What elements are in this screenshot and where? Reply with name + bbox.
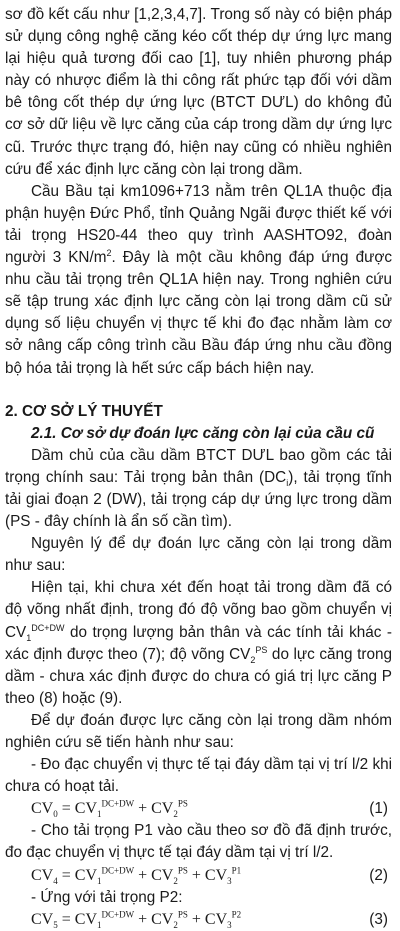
- equation-number: (1): [369, 800, 388, 818]
- equation-1: $CV_0 = CV_1^{DC+DW} + CV_2^{PS}$ (1): [31, 798, 388, 820]
- section-title: 2. CƠ SỞ LÝ THUYẾT: [5, 402, 163, 420]
- paragraph-principle: Nguyên lý để dự đoán lực căng còn lại trong dầm như sau:: [5, 535, 392, 575]
- paragraph-intro: sơ đồ kết cấu như [1,2,3,4,7]. Trong số này có biện pháp sử dụng công nghệ căng kéo cốt thép dự ứng lực mang lại hiệu quả tương đối cao [1], tuy nhiên phương pháp này có nhược điểm là thi công rất phức tạp đối với dầm bê tông cốt thép dự ứng lực (BTCT DƯL) do không đủ cơ sở dữ liệu về lực căng của cáp trong dầm dự ứng lực cũ. Trước thực trạng đó, hiện nay cũng có nhiều nghiên cứu để xác định lực căng còn lại trong dầm.: [5, 6, 392, 178]
- step-1: - Đo đạc chuyển vị thực tế tại đáy dầm tại vị trí l/2 khi chưa có hoạt tải.: [5, 756, 392, 796]
- paragraph-cau-bau: Cầu Bầu tại km1096+713 nằm trên QL1A thuộc địa phận huyện Đức Phổ, tỉnh Quảng Ngãi được thiết kế với tải trọng HS20-44 theo quy trình AASHTO92, đoàn người 3 $KN/m^2$. Đây là một cầu không đáp ứng được nhu cầu tải trọng trên QL1A hiện nay. Trong nghiên cứu sẽ tập trung xác định lực căng còn lại trong dầm cũ sử dụng số liệu chuyển vị thực tế khi đo đạc nhằm làm cơ sở nâng cấp công trình cầu Bầu đáp ứng nhu cầu đồng bộ hóa tải trọng là hết sức cấp bách hiện nay.: [5, 182, 393, 377]
- equation-number: (3): [369, 910, 388, 928]
- paragraph-deflection: Hiện tại, khi chưa xét đến hoạt tải trong dầm đã có độ võng nhất định, trong đó độ võng bao gồm chuyển vị $CV_1^{DC+DW}$ do trọng lượng bản thân và các tính tải khác - xác định được theo (7); độ võng $CV_2^{PS}$ do lực căng trong dầm - chưa xác định được do chưa có giá trị lực căng P theo (8) hoặc (9).: [5, 579, 392, 707]
- equation-3: $CV_5 = CV_1^{DC+DW} + CV_2^{PS} + CV_3^{P2}$ (3): [31, 909, 388, 930]
- paragraph-loads: Dầm chủ của cầu dầm BTCT DƯL bao gồm các tải trọng chính sau: Tải trọng bản thân $(DC_i)$, tải trọng tĩnh tải giai đoạn 2 (DW), tải trọng cáp dự ứng lực trong dầm (PS - đây chính là ẩn số cần tìm).: [5, 446, 392, 531]
- step-3: - Ứng với tải trọng P2:: [31, 888, 183, 906]
- equation-2: $CV_4 = CV_1^{DC+DW} + CV_2^{PS} + CV_3^{P1}$ (2): [31, 865, 388, 886]
- section-gap: [5, 380, 392, 401]
- paragraph-procedure: Để dự đoán được lực căng còn lại trong dầm nhóm nghiên cứu sẽ tiến hành như sau:: [5, 711, 392, 751]
- equation-number: (2): [369, 866, 388, 884]
- subsection-title: 2.1. Cơ sở dự đoán lực căng còn lại của cầu cũ: [31, 424, 375, 442]
- step-2: - Cho tải trọng P1 vào cầu theo sơ đồ đã định trước, đo đạc chuyển vị thực tế tại đáy dầm tại vị trí l/2.: [5, 822, 392, 862]
